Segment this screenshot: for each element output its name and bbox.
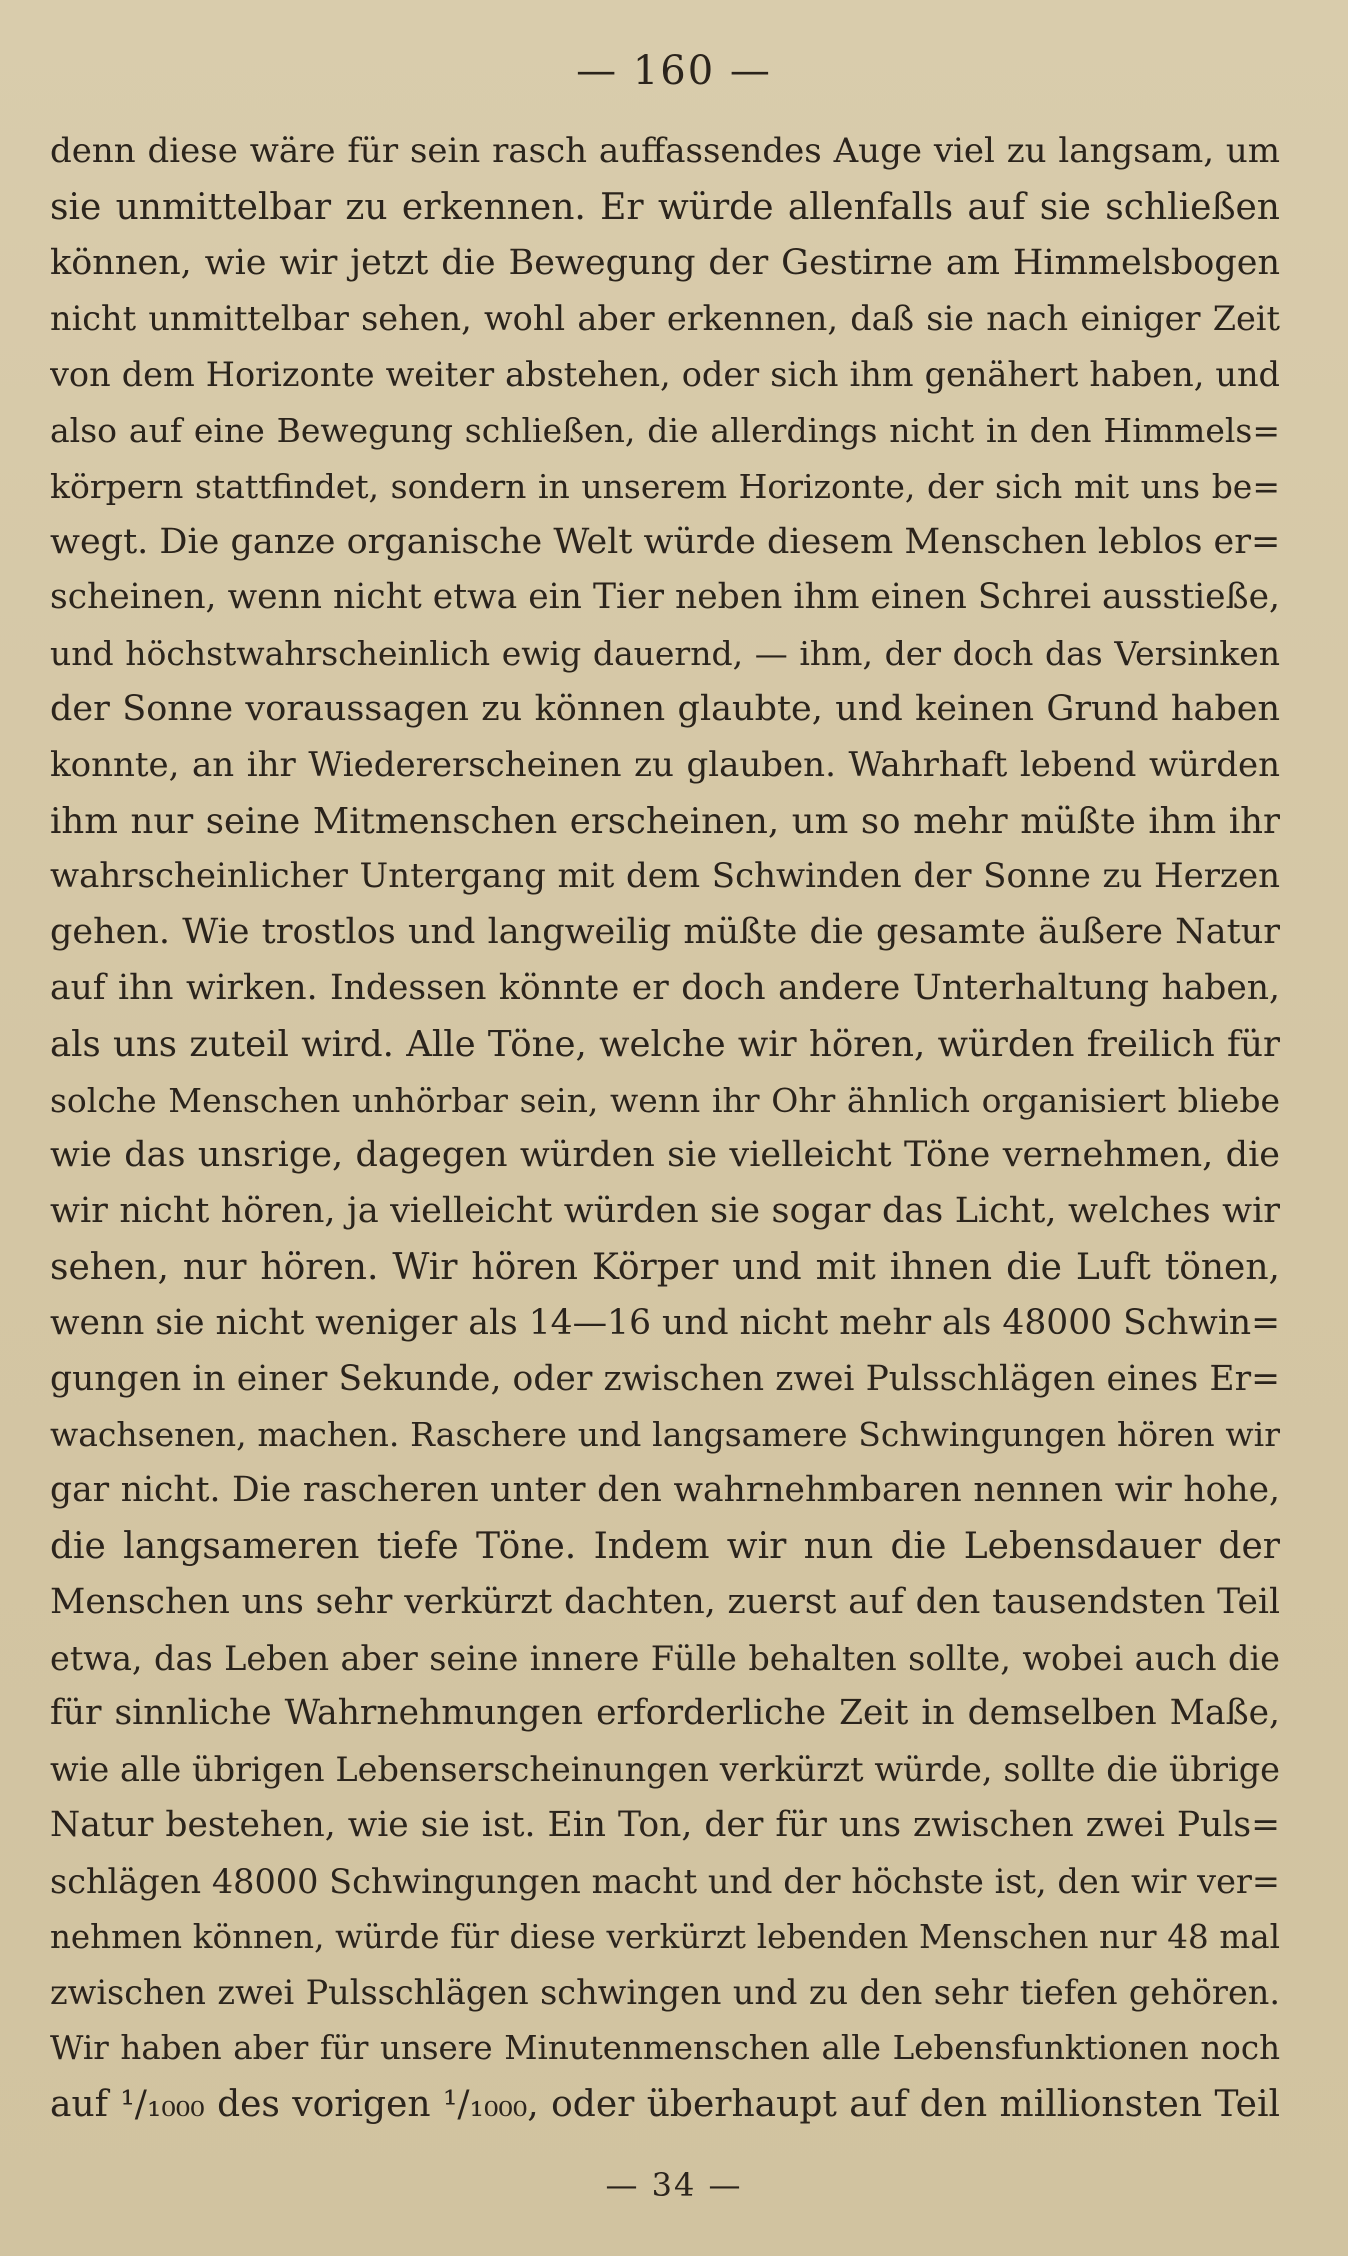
text-line: wir nicht hören, ja vielleicht würden sie sogar das Licht, welches wir [50, 1191, 1280, 1232]
text-line: als uns zuteil wird. Alle Töne, welche wir hören, würden freilich für [50, 1023, 1280, 1065]
text-line: auf ¹/₁₀₀₀ des vorigen ¹/₁₀₀₀, oder überhaupt auf den millionsten Teil [50, 2083, 1280, 2125]
text-line: auf ihn wirken. Indessen könnte er doch andere Unterhaltung haben, [50, 967, 1280, 1008]
text-line: gungen in einer Sekunde, oder zwischen zwei Pulsschlägen eines Er= [50, 1358, 1280, 1399]
text-line: ihm nur seine Mitmenschen erscheinen, um so mehr müßte ihm ihr [50, 800, 1280, 842]
text-line: zwischen zwei Pulsschlägen schwingen und zu den sehr tiefen gehören. [50, 1973, 1280, 2013]
text-line: Menschen uns sehr verkürzt dachten, zuerst auf den tausendsten Teil [50, 1581, 1280, 1622]
text-line: wie das unsrige, dagegen würden sie vielleicht Töne vernehmen, die [50, 1135, 1280, 1176]
text-line: und höchstwahrscheinlich ewig dauernd, — ihm, der doch das Versinken [50, 634, 1280, 674]
signature-mark: — 34 — [605, 2166, 743, 2204]
text-line: von dem Horizonte weiter abstehen, oder sich ihm genähert haben, und [50, 355, 1280, 395]
text-line: wegt. Die ganze organische Welt würde diesem Menschen leblos er= [50, 521, 1280, 562]
text-line: nicht unmittelbar sehen, wohl aber erkennen, daß sie nach einiger Zeit [50, 299, 1280, 339]
page-number-top: — 160 — [576, 48, 772, 94]
text-line: nehmen können, würde für diese verkürzt lebenden Menschen nur 48 mal [50, 1917, 1280, 1956]
text-line: solche Menschen unhörbar sein, wenn ihr Ohr ähnlich organisiert bliebe [50, 1080, 1280, 1120]
text-line: wachsenen, machen. Raschere und langsamere Schwingungen hören wir [50, 1415, 1280, 1455]
text-line: können, wie wir jetzt die Bewegung der Gestirne am Himmelsbogen [50, 242, 1280, 283]
text-line: schlägen 48000 Schwingungen macht und der höchste ist, den wir ver= [50, 1861, 1280, 1901]
text-line: gar nicht. Die rascheren unter den wahrnehmbaren nennen wir hohe, [50, 1470, 1280, 1511]
text-line: für sinnliche Wahrnehmungen erforderliche Zeit in demselben Maße, [50, 1693, 1280, 1734]
text-line: scheinen, wenn nicht etwa ein Tier neben ihm einen Schrei ausstieße, [50, 577, 1280, 618]
text-line: also auf eine Bewegung schließen, die allerdings nicht in den Himmels= [50, 410, 1280, 450]
text-line: denn diese wäre für sein rasch auffassendes Auge viel zu langsam, um [50, 131, 1280, 171]
text-line: konnte, an ihr Wiedererscheinen zu glauben. Wahrhaft lebend würden [50, 744, 1280, 785]
text-line: wie alle übrigen Lebenserscheinungen verkürzt würde, sollte die übrige [50, 1750, 1280, 1790]
body-text [50, 124, 1280, 2133]
text-line: wenn sie nicht weniger als 14—16 und nicht mehr als 48000 Schwin= [50, 1302, 1280, 1343]
text-line: die langsameren tiefe Töne. Indem wir nun die Lebensdauer der [50, 1525, 1280, 1567]
text-line: körpern stattfindet, sondern in unserem Horizonte, der sich mit uns be= [50, 466, 1280, 506]
text-line: etwa, das Leben aber seine innere Fülle behalten sollte, wobei auch die [50, 1638, 1280, 1678]
text-line: sehen, nur hören. Wir hören Körper und mit ihnen die Luft tönen, [50, 1246, 1280, 1288]
text-line: wahrscheinlicher Untergang mit dem Schwinden der Sonne zu Herzen [50, 856, 1280, 897]
text-line: Natur bestehen, wie sie ist. Ein Ton, der für uns zwischen zwei Puls= [50, 1804, 1280, 1845]
text-line: gehen. Wie trostlos und langweilig müßte die gesamte äußere Natur [50, 912, 1280, 953]
text-line: der Sonne voraussagen zu können glaubte, und keinen Grund haben [50, 688, 1280, 729]
text-line: Wir haben aber für unsere Minutenmenschen alle Lebensfunktionen noch [50, 2029, 1280, 2068]
text-line: sie unmittelbar zu erkennen. Er würde allenfalls auf sie schließen [50, 186, 1280, 228]
